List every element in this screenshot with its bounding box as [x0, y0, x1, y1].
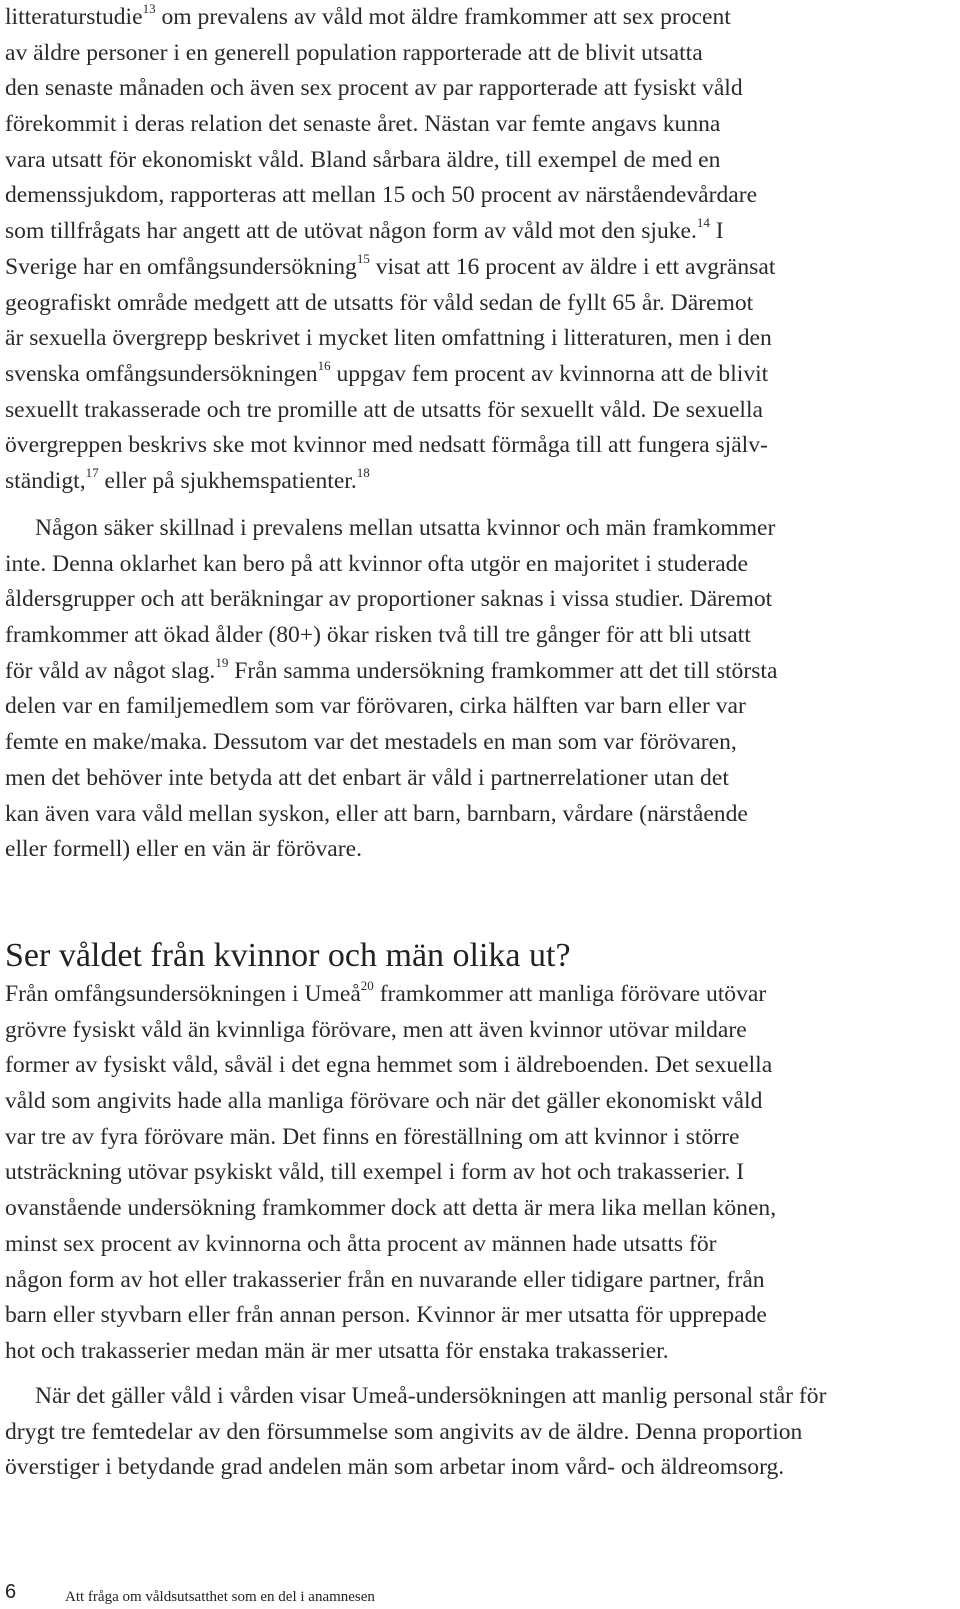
- text-line: kan även vara våld mellan syskon, eller att barn, barnbarn, vårdare (närstående: [5, 800, 748, 827]
- paragraph: [5, 511, 957, 868]
- text-line: den senaste månaden och även sex procent av par rapporterade att fysiskt våld: [5, 75, 743, 102]
- text-line: När det gäller våld i vården visar Umeå-undersökningen att manlig personal står för: [35, 1383, 827, 1409]
- text-line: ständigt,$^{17}$ eller på sjukhemspatienter.$^{18}$: [5, 465, 370, 494]
- text-line: Någon säker skillnad i prevalens mellan utsatta kvinnor och män framkommer: [35, 515, 776, 541]
- text-line: svenska omfångsundersökningen$^{16}$ uppgav fem procent av kvinnorna att de blivit: [5, 358, 769, 387]
- paragraph: [5, 0, 957, 500]
- text-line: demenssjukdom, rapporteras att mellan 15 och 50 procent av närståendevårdare: [5, 182, 758, 209]
- text-line: som tillfrågats har angett att de utövat någon form av våld mot den sjuke.$^{14}$ I: [5, 215, 724, 245]
- text-line: åldersgrupper och att beräkningar av proportioner saknas i vissa studier. Däremot: [5, 586, 773, 613]
- text-line: grövre fysiskt våld än kvinnliga förövare, men att även kvinnor utövar mildare: [5, 1016, 747, 1043]
- text-line: av äldre personer i en generell population rapporterade att de blivit utsatta: [5, 39, 703, 66]
- page-number: 6: [5, 1581, 17, 1603]
- text-line: minst sex procent av kvinnorna och åtta procent av männen hade utsatts för: [5, 1230, 717, 1257]
- paragraph: [5, 1379, 957, 1486]
- footnote-ref: 17: [85, 465, 99, 481]
- text-line: för våld av något slag.$^{19}$ Från samma undersökning framkommer att det till största: [5, 654, 778, 684]
- footnote-ref: 16: [317, 358, 331, 374]
- footnote-ref: 19: [215, 654, 229, 670]
- text-line: ovanstående undersökning framkommer dock att detta är mera lika mellan könen,: [5, 1195, 777, 1222]
- text-line: var tre av fyra förövare män. Det finns en föreställning om att kvinnor i större: [5, 1123, 740, 1150]
- text-line: Från omfångsundersökningen i Umeå$^{20}$ framkommer att manliga förövare utövar: [5, 978, 767, 1007]
- text-line: hot och trakasserier medan män är mer utsatta för enstaka trakasserier.: [5, 1337, 669, 1364]
- text-line: överstiger i betydande grad andelen män som arbetar inom vård- och äldreomsorg.: [5, 1454, 785, 1481]
- running-title: Att fråga om våldsutsatthet som en del i anamnesen: [65, 1589, 375, 1605]
- text-line: eller formell) eller en vän är förövare.: [5, 836, 362, 863]
- text-line: vara utsatt för ekonomiskt våld. Bland sårbara äldre, till exempel de med en: [5, 146, 721, 173]
- text-line: geografiskt område medgett att de utsatts för våld sedan de fyllt 65 år. Däremot: [5, 289, 754, 316]
- text-line: övergreppen beskrivs ske mot kvinnor med nedsatt förmåga till att fungera själv-: [5, 432, 768, 459]
- text-line: framkommer att ökad ålder (80+) ökar risken två till tre gånger för att bli utsatt: [5, 622, 751, 649]
- text-line: men det behöver inte betyda att det enbart är våld i partnerrelationer utan det: [5, 764, 729, 791]
- text-line: former av fysiskt våld, såväl i det egna hemmet som i äldreboenden. Det sexuella: [5, 1052, 773, 1079]
- text-line: litteraturstudie$^{13}$ om prevalens av våld mot äldre framkommer att sex procent: [5, 1, 731, 30]
- footnote-ref: 18: [356, 465, 370, 481]
- paragraph: [5, 977, 957, 1370]
- footnote-ref: 13: [142, 1, 156, 17]
- footnote-ref: 15: [356, 250, 370, 266]
- footnote-ref: 20: [360, 978, 374, 994]
- text-line: femte en make/maka. Dessutom var det mestadels en man som var förövaren,: [5, 729, 737, 756]
- text-line: delen var en familjemedlem som var förövaren, cirka hälften var barn eller var: [5, 693, 746, 720]
- text-line: våld som angivits hade alla manliga förövare och när det gäller ekonomiskt våld: [5, 1088, 763, 1115]
- text-line: utsträckning utövar psykiskt våld, till exempel i form av hot och trakasserier. I: [5, 1159, 745, 1186]
- text-line: drygt tre femtedelar av den försummelse som angivits av de äldre. Denna proportion: [5, 1418, 803, 1445]
- text-line: Sverige har en omfångsundersökning$^{15}$ visat att 16 procent av äldre i ett avgränsat: [5, 250, 776, 280]
- footnote-ref: 14: [696, 215, 710, 231]
- text-line: är sexuella övergrepp beskrivet i mycket liten omfattning i litteraturen, men i den: [5, 325, 772, 352]
- section-heading: Ser våldet från kvinnor och män olika ut?: [5, 937, 571, 974]
- text-line: förekommit i deras relation det senaste året. Nästan var femte angavs kunna: [5, 111, 721, 138]
- text-line: sexuellt trakasserade och tre promille att de utsatts för sexuellt våld. De sexuella: [5, 396, 764, 423]
- text-line: barn eller styvbarn eller från annan person. Kvinnor är mer utsatta för upprepade: [5, 1302, 767, 1329]
- text-line: någon form av hot eller trakasserier från en nuvarande eller tidigare partner, från: [5, 1266, 765, 1293]
- text-line: inte. Denna oklarhet kan bero på att kvinnor ofta utgör en majoritet i studerade: [5, 550, 748, 577]
